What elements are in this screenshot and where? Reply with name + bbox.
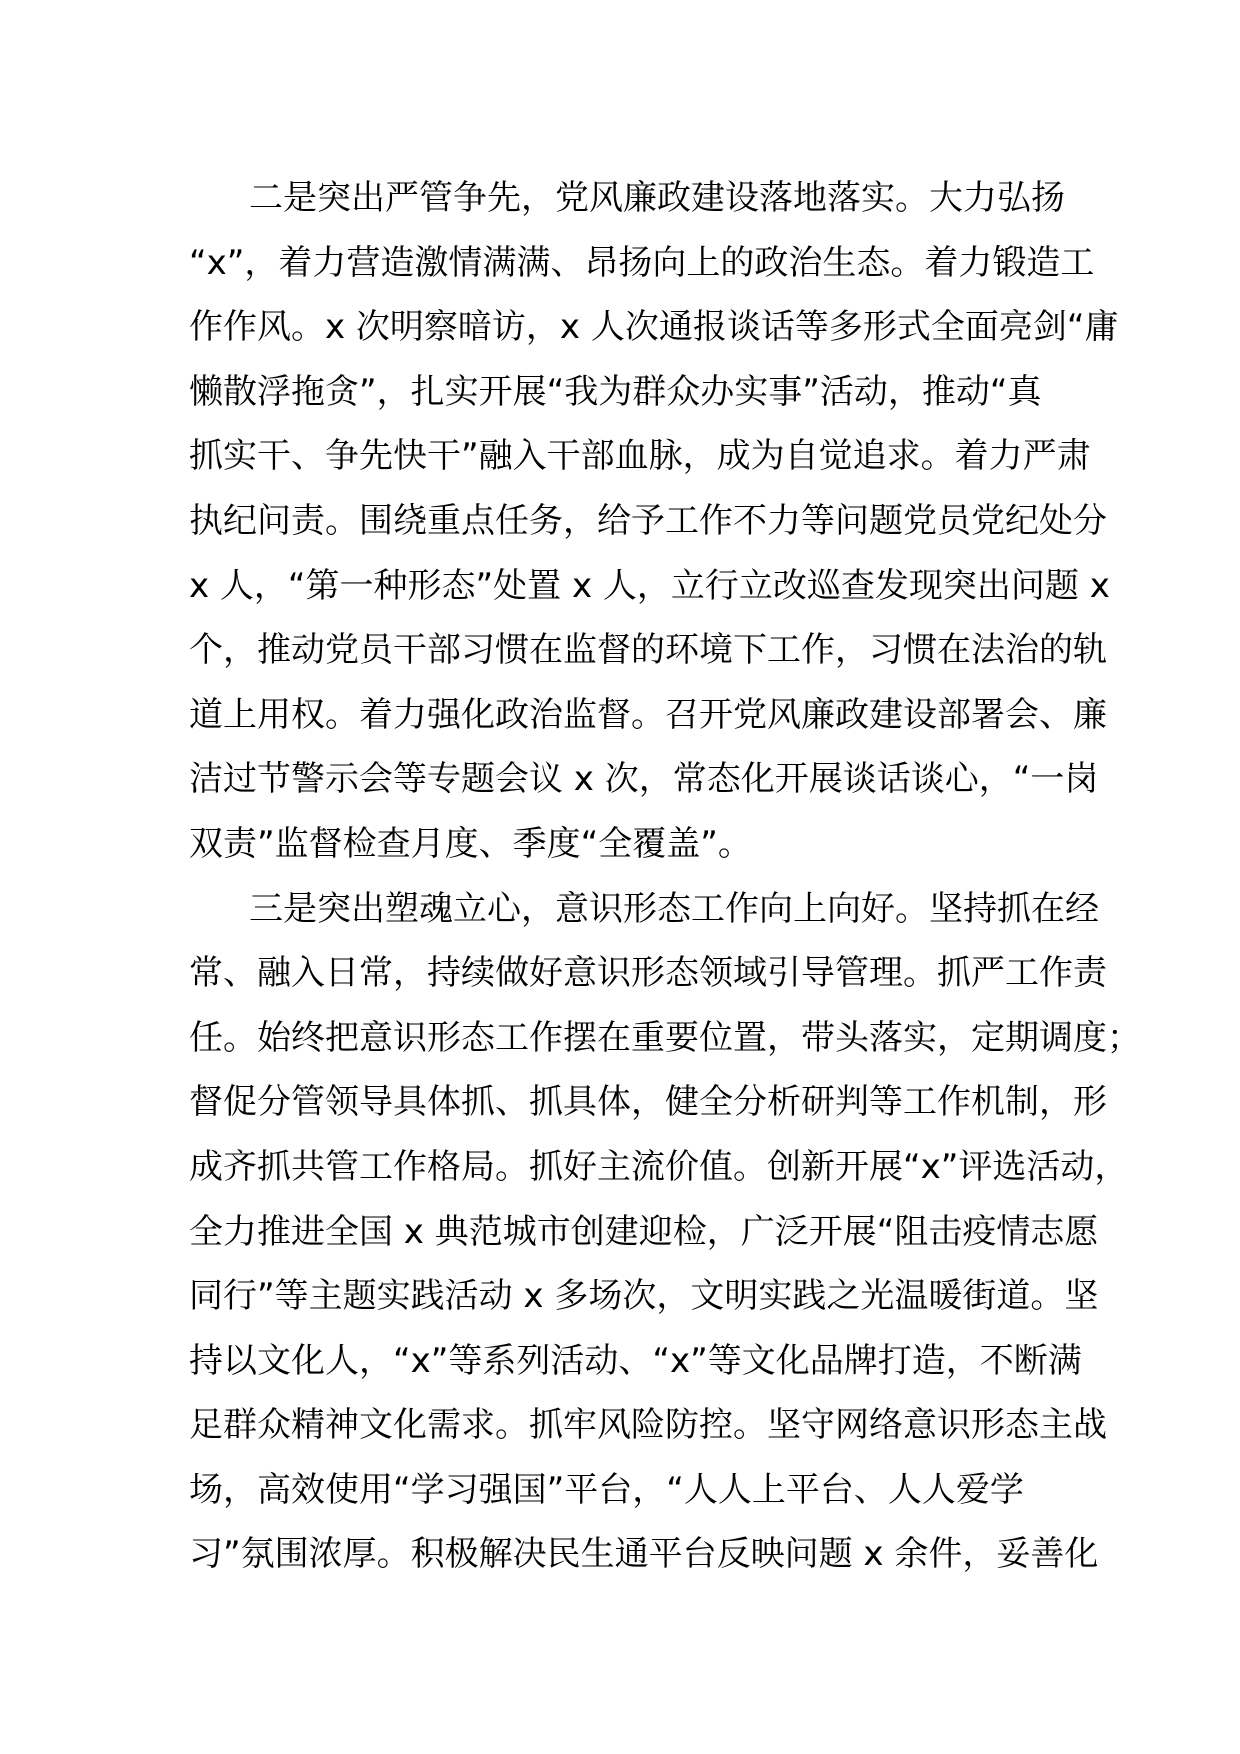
text-line: 持以文化人，“x”等系列活动、“x”等文化品牌打造，不断满 [189,1340,1082,1381]
text-line: 懒散浮拖贪”，扎实开展“我为群众办实事”活动，推动“真 [189,371,1042,412]
text-line: 场，高效使用“学习强国”平台，“人人上平台、人人爱学 [189,1469,1024,1510]
text-line: 道上用权。着力强化政治监督。召开党风廉政建设部署会、廉 [189,694,1107,735]
text-line: x 人，“第一种形态”处置 x 人，立行立改巡查发现突出问题 x [189,565,1110,606]
text-line: 作作风。x 次明察暗访，x 人次通报谈话等多形式全面亮剑“庸 [189,307,1119,348]
text-line: 洁过节警示会等专题会议 x 次，常态化开展谈话谈心，“一岗 [189,759,1099,800]
text-line: 执纪问责。围绕重点任务，给予工作不力等问题党员党纪处分 [189,500,1107,541]
paragraph-ideology [189,877,1141,1588]
text-line: 抓实干、争先快干”融入干部血脉，成为自觉追求。着力严肃 [189,436,1091,477]
text-line: 全力推进全国 x 典范城市创建迎检，广泛开展“阻击疫情志愿 [189,1211,1099,1252]
text-line: “x”，着力营造激情满满、昂扬向上的政治生态。着力锻造工 [189,242,1095,283]
text-line: 双责”监督检查月度、季度“全覆盖”。 [189,823,752,864]
document-body [189,166,1141,1587]
text-line: 同行”等主题实践活动 x 多场次，文明实践之光温暖街道。坚 [189,1276,1099,1317]
text-line: 二是突出严管争先，党风廉政建设落地落实。大力弘扬 [249,178,1065,218]
text-line: 三是突出塑魂立心，意识形态工作向上向好。坚持抓在经 [249,888,1099,929]
text-line: 常、融入日常，持续做好意识形态领域引导管理。抓严工作责 [189,953,1107,994]
text-line: 习”氛围浓厚。积极解决民生通平台反映问题 x 余件，妥善化 [189,1534,1099,1575]
text-line: 督促分管领导具体抓、抓具体，健全分析研判等工作机制，形 [189,1082,1107,1123]
paragraph-party-conduct [189,166,1119,877]
text-line: 个，推动党员干部习惯在监督的环境下工作，习惯在法治的轨 [189,630,1107,671]
text-line: 足群众精神文化需求。抓牢风险防控。坚守网络意识形态主战 [189,1405,1107,1446]
text-line: 成齐抓共管工作格局。抓好主流价值。创新开展“x”评选活动， [189,1146,1129,1187]
text-line: 任。始终把意识形态工作摆在重要位置，带头落实，定期调度； [189,1017,1141,1058]
